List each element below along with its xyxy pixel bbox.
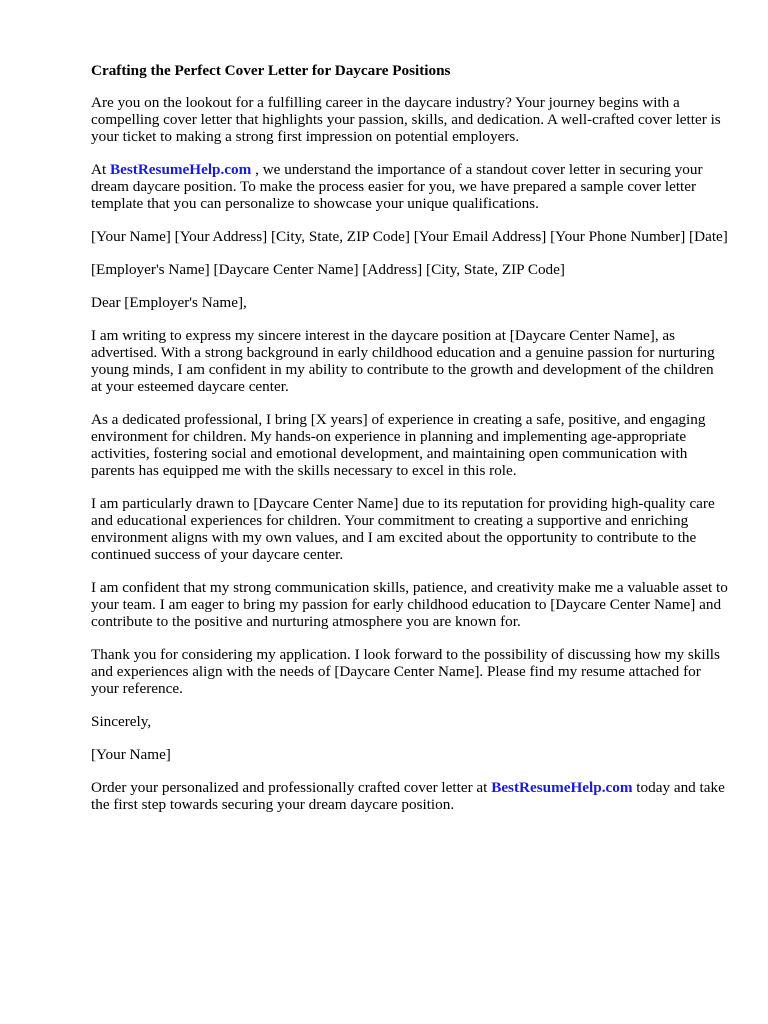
body-paragraph-5: Thank you for considering my application. I look forward to the possibility of discussing how my skills and experiences align with the needs of [Daycare Center Name]. Please find my resume attached for your reference. <box>91 646 720 697</box>
about-suffix: , we understand the importance of a standout cover letter in securing your dream daycare position. To make the process easier for you, we have prepared a sample cover letter template that you can personalize to showcase your unique qualifications. <box>91 161 703 212</box>
cta-suffix: today and take the first step towards securing your dream daycare position. <box>91 779 725 813</box>
employer-block: [Employer's Name] [Daycare Center Name] [Address] [City, State, ZIP Code] <box>91 261 565 278</box>
cta-paragraph <box>91 779 728 813</box>
about-paragraph <box>91 161 728 212</box>
cta-prefix: Order your personalized and professionally crafted cover letter at <box>91 779 492 796</box>
sender-block: [Your Name] [Your Address] [City, State, ZIP Code] [Your Email Address] [Your Phone Number] [Date] <box>91 228 728 245</box>
about-site-link[interactable]: BestResumeHelp.com <box>109 161 252 178</box>
body-paragraph-4: I am confident that my strong communication skills, patience, and creativity make me a valuable asset to your team. I am eager to bring my passion for early childhood education to [Daycare Center Name] and contribute to the positive and nurturing atmosphere you are known for. <box>91 579 728 630</box>
cta-site-link[interactable]: BestResumeHelp.com <box>491 779 633 796</box>
signature: [Your Name] <box>91 746 171 763</box>
closing: Sincerely, <box>91 713 152 730</box>
salutation: Dear [Employer's Name], <box>91 294 247 311</box>
body-paragraph-3: I am particularly drawn to [Daycare Center Name] due to its reputation for providing high-quality care and educational experiences for children. Your commitment to creating a supportive and enriching environment aligns with my own values, and I am excited about the opportunity to contribute to the continued success of your daycare center. <box>91 495 715 563</box>
document-title: Crafting the Perfect Cover Letter for Daycare Positions <box>91 62 451 79</box>
body-paragraph-2: As a dedicated professional, I bring [X years] of experience in creating a safe, positive, and engaging environment for children. My hands-on experience in planning and implementing age-appropriate activities, fostering social and emotional development, and maintaining open communication with parents has equipped me with the skills necessary to excel in this role. <box>91 411 706 479</box>
body-paragraph-1: I am writing to express my sincere interest in the daycare position at [Daycare Center Name], as advertised. With a strong background in early childhood education and a genuine passion for nurturing young minds, I am confident in my ability to contribute to the growth and development of the children at your esteemed daycare center. <box>91 327 715 395</box>
intro-paragraph: Are you on the lookout for a fulfilling career in the daycare industry? Your journey begins with a compelling cover letter that highlights your passion, skills, and dedication. A well-crafted cover letter is your ticket to making a strong first impression on potential employers. <box>91 94 721 145</box>
about-prefix: At <box>91 161 110 178</box>
